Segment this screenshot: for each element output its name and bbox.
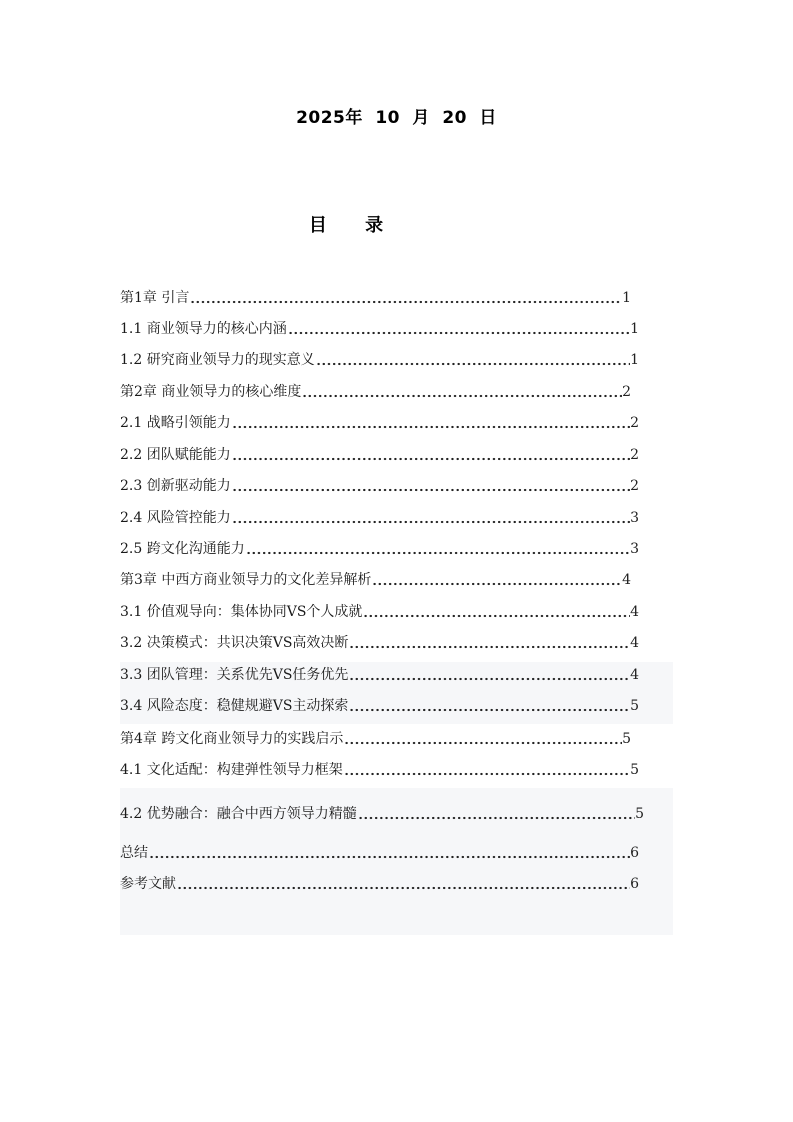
date-day-unit: 日 (479, 108, 497, 128)
toc-entry-label: 第3章 中西方商业领导力的文化差异解析 (120, 572, 372, 588)
toc-entry-page-number: 1 (630, 321, 639, 337)
toc-entry-label: 3.1 价值观导向：集体协同VS个人成就 (120, 604, 363, 620)
dot-leader (232, 457, 630, 461)
toc-entry[interactable] (120, 285, 631, 307)
toc-entry[interactable] (120, 630, 639, 652)
toc-entry[interactable] (120, 442, 639, 464)
toc-entry-label: 4.2 优势融合：融合中西方领导力精髓 (120, 806, 357, 822)
toc-entry-label: 2.2 团队赋能能力 (120, 447, 231, 463)
toc-entry-label: 第1章 引言 (120, 290, 190, 306)
dot-leader (349, 677, 630, 681)
toc-entry-page-number: 4 (630, 635, 639, 651)
toc-entry-label: 2.5 跨文化沟通能力 (120, 541, 245, 557)
dot-leader (344, 772, 630, 776)
toc-entry-label: 2.4 风险管控能力 (120, 510, 231, 526)
toc-entry[interactable] (120, 757, 639, 779)
toc-entry[interactable] (120, 801, 644, 823)
toc-entry-page-number: 6 (630, 845, 639, 861)
dot-leader (190, 300, 622, 304)
toc-entry-label: 第4章 跨文化商业领导力的实践启示 (120, 731, 344, 747)
toc-entry-page-number: 2 (630, 415, 639, 431)
dot-leader (232, 520, 630, 524)
toc-entry[interactable] (120, 599, 639, 621)
document-date (0, 103, 793, 128)
toc-entry-label: 3.4 风险态度：稳健规避VS主动探索 (120, 698, 349, 714)
toc-entry-label: 总结 (120, 845, 148, 861)
dot-leader (358, 816, 635, 820)
toc-entry[interactable] (120, 567, 631, 589)
toc-entry[interactable] (120, 410, 639, 432)
dot-leader (177, 886, 630, 890)
toc-entry-label: 3.2 决策模式：共识决策VS高效决断 (120, 635, 349, 651)
toc-entry-label: 1.1 商业领导力的核心内涵 (120, 321, 287, 337)
toc-entry[interactable] (120, 840, 639, 862)
toc-entry[interactable] (120, 505, 639, 527)
toc-entry-label: 3.3 团队管理：关系优先VS任务优先 (120, 667, 349, 683)
toc-title: 目 录 (308, 215, 400, 236)
dot-leader (302, 394, 622, 398)
toc-entry-page-number: 4 (630, 667, 639, 683)
dot-leader (316, 362, 630, 366)
date-month-unit: 月 (412, 108, 430, 128)
toc-entry-page-number: 4 (630, 604, 639, 620)
dot-leader (149, 855, 630, 859)
toc-entry-page-number: 5 (630, 698, 639, 714)
toc-entry-label: 4.1 文化适配：构建弹性领导力框架 (120, 762, 343, 778)
toc-entry-label: 参考文献 (120, 876, 176, 892)
toc-entry-page-number: 4 (622, 572, 631, 588)
toc-entry-page-number: 5 (630, 762, 639, 778)
date-day-number: 20 (442, 108, 467, 128)
toc-entry-label: 2.1 战略引领能力 (120, 415, 231, 431)
toc-entry[interactable] (120, 536, 639, 558)
toc-entry-page-number: 6 (630, 876, 639, 892)
dot-leader (344, 741, 622, 745)
toc-entry-page-number: 5 (622, 731, 631, 747)
toc-entry-page-number: 2 (630, 447, 639, 463)
toc-entry[interactable] (120, 726, 631, 748)
toc-entry-page-number: 5 (635, 806, 644, 822)
dot-leader (232, 488, 630, 492)
toc-entry-page-number: 3 (630, 510, 639, 526)
toc-entry[interactable] (120, 662, 639, 684)
toc-entry-page-number: 2 (622, 384, 631, 400)
toc-entry[interactable] (120, 693, 639, 715)
toc-entry-label: 第2章 商业领导力的核心维度 (120, 384, 302, 400)
dot-leader (246, 551, 630, 555)
toc-entry-page-number: 1 (630, 352, 639, 368)
dot-leader (288, 331, 630, 335)
toc-entry-page-number: 1 (622, 290, 631, 306)
date-year: 2025年 (296, 108, 363, 128)
dot-leader (349, 708, 630, 712)
dot-leader (232, 425, 630, 429)
toc-entry-label: 1.2 研究商业领导力的现实意义 (120, 352, 315, 368)
toc-entry[interactable] (120, 871, 639, 893)
date-month-number: 10 (375, 108, 400, 128)
toc-entry-page-number: 2 (630, 478, 639, 494)
toc-entry[interactable] (120, 379, 631, 401)
toc-entry-page-number: 3 (630, 541, 639, 557)
toc-entry[interactable] (120, 316, 639, 338)
dot-leader (372, 582, 622, 586)
toc-entry[interactable] (120, 473, 639, 495)
toc-entry[interactable] (120, 347, 639, 369)
dot-leader (349, 645, 630, 649)
toc-entry-label: 2.3 创新驱动能力 (120, 478, 231, 494)
dot-leader (363, 614, 630, 618)
